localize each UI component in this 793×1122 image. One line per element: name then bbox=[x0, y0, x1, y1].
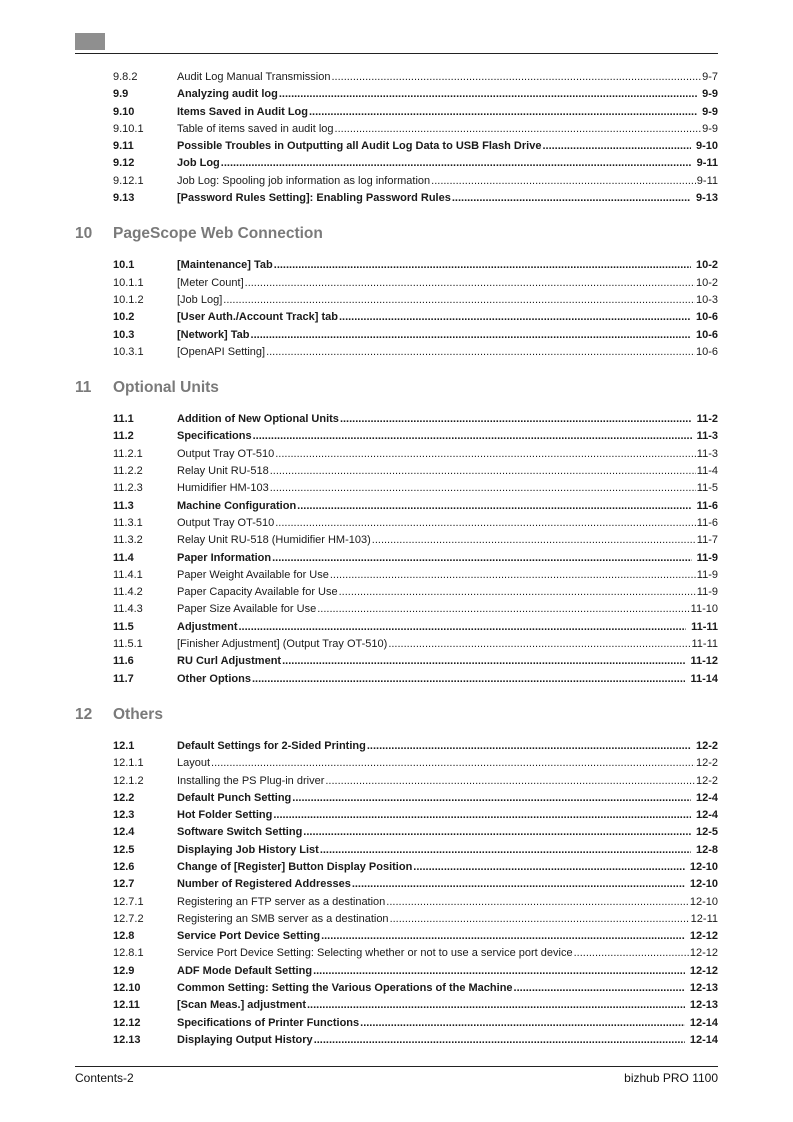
toc-entry-page: 11-3 bbox=[696, 447, 718, 460]
toc-entry-number: 12.1 bbox=[113, 739, 135, 752]
toc-entry-page: 9-9 bbox=[702, 122, 718, 135]
toc-entry-page: 10-2 bbox=[695, 276, 718, 289]
toc-entry-number: 11.6 bbox=[113, 655, 134, 668]
toc-entry[interactable] bbox=[113, 619, 718, 636]
toc-entry-title: Analyzing audit log bbox=[177, 88, 278, 101]
chapter-number: 11 bbox=[75, 379, 92, 397]
toc-entry-number: 12.3 bbox=[113, 809, 135, 822]
dot-leader bbox=[266, 344, 695, 361]
toc-entry[interactable] bbox=[113, 963, 718, 980]
dot-leader bbox=[309, 104, 697, 121]
dot-leader bbox=[292, 790, 691, 807]
toc-entry[interactable] bbox=[113, 842, 718, 859]
toc-entry-number: 9.12.1 bbox=[113, 174, 144, 187]
toc-entry-number: 9.9 bbox=[113, 88, 129, 101]
toc-entry[interactable] bbox=[113, 69, 718, 86]
toc-entry-title: Service Port Device Setting: Selecting whether or not to use a service port device bbox=[177, 947, 573, 960]
toc-entry-number: 12.1.2 bbox=[113, 774, 144, 787]
toc-entry-page: 12-11 bbox=[690, 912, 718, 925]
toc-entry[interactable] bbox=[113, 515, 718, 532]
dot-leader bbox=[223, 292, 695, 309]
toc-entry-page: 11-6 bbox=[696, 499, 718, 512]
toc-entry-title: Paper Information bbox=[177, 551, 272, 564]
toc-entry-title: Output Tray OT-510 bbox=[177, 447, 275, 460]
footer-page-label: Contents-2 bbox=[75, 1071, 134, 1085]
dot-leader bbox=[320, 842, 691, 859]
toc-entry-page: 12-13 bbox=[689, 999, 718, 1012]
dot-leader bbox=[275, 515, 696, 532]
toc-entry[interactable] bbox=[113, 121, 718, 138]
toc-entry-title: Job Log: Spooling job information as log information bbox=[177, 174, 431, 187]
toc-entry[interactable] bbox=[113, 463, 718, 480]
toc-entry-page: 12-4 bbox=[695, 791, 718, 804]
dot-leader bbox=[245, 275, 695, 292]
toc-entry-title: [Finisher Adjustment] (Output Tray OT-510) bbox=[177, 638, 388, 651]
toc-entry-page: 10-2 bbox=[695, 259, 718, 272]
toc-entry[interactable] bbox=[113, 584, 718, 601]
dot-leader bbox=[335, 121, 702, 138]
toc-entry[interactable] bbox=[113, 755, 718, 772]
toc-entry[interactable] bbox=[113, 738, 718, 755]
toc-entry[interactable] bbox=[113, 532, 718, 549]
toc-entry-title: Registering an SMB server as a destination bbox=[177, 912, 389, 925]
toc-entry[interactable] bbox=[113, 498, 718, 515]
toc-entry-page: 9-7 bbox=[702, 71, 718, 83]
dot-leader bbox=[325, 773, 695, 790]
toc-entry-page: 11-2 bbox=[696, 413, 718, 426]
toc-entry-page: 12-12 bbox=[689, 964, 718, 977]
toc-entry-page: 12-5 bbox=[695, 826, 718, 839]
chapter-title: Optional Units bbox=[113, 379, 219, 397]
dot-leader bbox=[282, 653, 685, 670]
toc-entry[interactable] bbox=[113, 257, 718, 274]
toc-entry-title: Hot Folder Setting bbox=[177, 809, 273, 822]
toc-entry-page: 11-3 bbox=[696, 430, 718, 443]
dot-leader bbox=[253, 428, 692, 445]
dot-leader bbox=[360, 1015, 685, 1032]
toc-entry-title: Service Port Device Setting bbox=[177, 930, 321, 943]
toc-entry[interactable] bbox=[113, 480, 718, 497]
chapter-heading bbox=[75, 706, 718, 736]
toc-entry-number: 11.5.1 bbox=[113, 638, 143, 651]
toc-entry-page: 10-3 bbox=[695, 293, 718, 306]
toc-entry-title: RU Curl Adjustment bbox=[177, 655, 282, 668]
toc-entry-title: [Scan Meas.] adjustment bbox=[177, 999, 306, 1012]
dot-leader bbox=[313, 963, 685, 980]
dot-leader bbox=[330, 567, 696, 584]
toc-entry-number: 10.2 bbox=[113, 311, 135, 324]
dot-leader bbox=[251, 327, 691, 344]
toc-entry-page: 12-2 bbox=[695, 739, 718, 752]
toc-entry-title: Displaying Job History List bbox=[177, 843, 319, 856]
toc-entry-title: Audit Log Manual Transmission bbox=[177, 71, 331, 83]
toc-entry[interactable] bbox=[113, 636, 718, 653]
toc-entry-title: Relay Unit RU-518 bbox=[177, 465, 269, 478]
toc-entry-page: 12-14 bbox=[689, 1033, 718, 1046]
toc-entry-title: [Network] Tab bbox=[177, 328, 250, 341]
toc-entry-number: 11.4.1 bbox=[113, 568, 143, 581]
toc-entry-page: 11-9 bbox=[696, 551, 718, 564]
toc-entry-number: 11.2 bbox=[113, 430, 134, 443]
dot-leader bbox=[273, 807, 691, 824]
footer-product-name: bizhub PRO 1100 bbox=[624, 1071, 718, 1085]
toc-entry-page: 9-9 bbox=[702, 105, 718, 118]
toc-entry-number: 11.5 bbox=[113, 620, 134, 633]
toc-entry-title: [Password Rules Setting]: Enabling Password Rules bbox=[177, 192, 451, 205]
toc-entry-number: 10.1.1 bbox=[113, 276, 144, 289]
chapter-heading bbox=[75, 379, 718, 409]
toc-entry-page: 9-13 bbox=[695, 192, 718, 205]
toc-entry-page: 11-9 bbox=[696, 586, 718, 599]
toc-entry[interactable] bbox=[113, 344, 718, 361]
toc-entry-title: Humidifier HM-103 bbox=[177, 482, 269, 495]
toc-entry-number: 9.12 bbox=[113, 157, 135, 170]
toc-entry[interactable] bbox=[113, 945, 718, 962]
toc-entry-page: 12-2 bbox=[695, 774, 718, 787]
dot-leader bbox=[270, 480, 696, 497]
dot-leader bbox=[279, 86, 697, 103]
toc-entry-page: 12-2 bbox=[695, 757, 718, 770]
toc-entry-title: Paper Weight Available for Use bbox=[177, 568, 329, 581]
dot-leader bbox=[413, 859, 685, 876]
toc-entry-title: Displaying Output History bbox=[177, 1033, 313, 1046]
dot-leader bbox=[297, 498, 691, 515]
toc-entry-title: [Maintenance] Tab bbox=[177, 259, 273, 272]
toc-entry-page: 11-11 bbox=[691, 620, 718, 633]
toc-entry-page: 12-8 bbox=[695, 843, 718, 856]
header-marker bbox=[75, 33, 105, 50]
toc-entry[interactable] bbox=[113, 138, 718, 155]
toc-entry-title: Items Saved in Audit Log bbox=[177, 105, 308, 118]
toc-entry-number: 11.1 bbox=[113, 413, 134, 426]
toc-entry-title: Registering an FTP server as a destination bbox=[177, 895, 386, 908]
toc-entry-title: [User Auth./Account Track] tab bbox=[177, 311, 338, 324]
toc-entry-title: [OpenAPI Setting] bbox=[177, 345, 266, 358]
dot-leader bbox=[388, 636, 690, 653]
toc-entry-title: ADF Mode Default Setting bbox=[177, 964, 313, 977]
toc-entry-number: 9.13 bbox=[113, 192, 135, 205]
toc-entry-page: 12-10 bbox=[689, 878, 718, 891]
toc-entry-page: 11-6 bbox=[696, 516, 718, 529]
dot-leader bbox=[317, 601, 689, 618]
toc-entry[interactable] bbox=[113, 671, 718, 688]
dot-leader bbox=[542, 138, 691, 155]
toc-entry-page: 9-10 bbox=[695, 140, 718, 153]
toc-entry-number: 10.3.1 bbox=[113, 345, 144, 358]
header-divider bbox=[75, 53, 718, 54]
toc-entry[interactable] bbox=[113, 894, 718, 911]
toc-entry-number: 10.1 bbox=[113, 259, 135, 272]
toc-entry[interactable] bbox=[113, 790, 718, 807]
dot-leader bbox=[221, 155, 692, 172]
toc-entry-title: Specifications of Printer Functions bbox=[177, 1016, 360, 1029]
toc-entry-title: Common Setting: Setting the Various Operations of the Machine bbox=[177, 982, 513, 995]
chapter-heading bbox=[75, 225, 718, 255]
toc-entry-title: Job Log bbox=[177, 157, 220, 170]
chapter-title: Others bbox=[113, 705, 163, 723]
toc-entry-page: 12-13 bbox=[689, 982, 718, 995]
table-of-contents bbox=[75, 69, 718, 1049]
toc-entry-page: 11-5 bbox=[696, 482, 718, 495]
dot-leader bbox=[390, 911, 690, 928]
toc-entry-number: 12.11 bbox=[113, 999, 140, 1012]
dot-leader bbox=[211, 755, 695, 772]
toc-entry-title: Paper Size Available for Use bbox=[177, 603, 317, 616]
toc-entry[interactable] bbox=[113, 292, 718, 309]
toc-entry-page: 11-9 bbox=[696, 568, 718, 581]
toc-entry-title: Number of Registered Addresses bbox=[177, 878, 351, 891]
toc-entry-number: 12.8.1 bbox=[113, 947, 144, 960]
toc-entry-page: 10-6 bbox=[695, 311, 718, 324]
dot-leader bbox=[252, 671, 686, 688]
dot-leader bbox=[386, 894, 689, 911]
toc-entry-title: Software Switch Setting bbox=[177, 826, 303, 839]
toc-entry-page: 12-10 bbox=[689, 860, 718, 873]
toc-entry-page: 12-14 bbox=[689, 1016, 718, 1029]
toc-entry[interactable] bbox=[113, 824, 718, 841]
toc-entry[interactable] bbox=[113, 155, 718, 172]
dot-leader bbox=[340, 411, 692, 428]
dot-leader bbox=[307, 997, 685, 1014]
dot-leader bbox=[452, 190, 691, 207]
toc-entry[interactable] bbox=[113, 550, 718, 567]
toc-entry-number: 12.9 bbox=[113, 964, 135, 977]
toc-entry-number: 10.3 bbox=[113, 328, 135, 341]
dot-leader bbox=[270, 463, 696, 480]
toc-entry-page: 11-12 bbox=[690, 655, 718, 668]
toc-entry-number: 11.4.3 bbox=[113, 603, 143, 616]
toc-entry-page: 12-12 bbox=[689, 947, 718, 960]
toc-entry-page: 11-14 bbox=[690, 672, 718, 685]
chapter-title: PageScope Web Connection bbox=[113, 225, 323, 243]
toc-entry-number: 12.8 bbox=[113, 930, 135, 943]
toc-entry[interactable] bbox=[113, 1032, 718, 1049]
toc-entry[interactable] bbox=[113, 807, 718, 824]
toc-entry-number: 12.2 bbox=[113, 791, 135, 804]
toc-entry-page: 10-6 bbox=[695, 345, 718, 358]
toc-entry-title: Default Settings for 2-Sided Printing bbox=[177, 739, 366, 752]
dot-leader bbox=[514, 980, 685, 997]
toc-entry[interactable] bbox=[113, 309, 718, 326]
dot-leader bbox=[339, 309, 691, 326]
toc-entry[interactable] bbox=[113, 428, 718, 445]
footer-divider bbox=[75, 1066, 718, 1067]
chapter-number: 10 bbox=[75, 225, 93, 243]
dot-leader bbox=[321, 928, 685, 945]
dot-leader bbox=[574, 945, 689, 962]
toc-entry-number: 9.10.1 bbox=[113, 122, 144, 135]
toc-entry-number: 11.7 bbox=[113, 672, 134, 685]
toc-entry-title: Default Punch Setting bbox=[177, 791, 292, 804]
toc-entry[interactable] bbox=[113, 997, 718, 1014]
toc-entry[interactable] bbox=[113, 86, 718, 103]
toc-entry-title: Other Options bbox=[177, 672, 251, 685]
toc-entry[interactable] bbox=[113, 980, 718, 997]
toc-entry[interactable] bbox=[113, 190, 718, 207]
dot-leader bbox=[431, 173, 696, 190]
toc-entry-title: Change of [Register] Button Display Position bbox=[177, 860, 413, 873]
toc-entry[interactable] bbox=[113, 173, 718, 190]
dot-leader bbox=[314, 1032, 685, 1049]
toc-entry-number: 11.3.1 bbox=[113, 516, 143, 529]
dot-leader bbox=[275, 446, 696, 463]
toc-entry-number: 12.5 bbox=[113, 843, 135, 856]
toc-entry-title: Layout bbox=[177, 757, 211, 770]
toc-entry-title: Table of items saved in audit log bbox=[177, 122, 334, 135]
toc-entry-number: 11.4.2 bbox=[113, 586, 143, 599]
dot-leader bbox=[274, 257, 691, 274]
toc-entry-number: 9.11 bbox=[113, 140, 134, 153]
toc-entry-title: Paper Capacity Available for Use bbox=[177, 586, 338, 599]
toc-entry-number: 12.7.1 bbox=[113, 895, 144, 908]
toc-entry-number: 12.1.1 bbox=[113, 757, 144, 770]
toc-entry-title: [Job Log] bbox=[177, 293, 223, 306]
toc-entry-title: [Meter Count] bbox=[177, 276, 244, 289]
toc-entry-number: 9.8.2 bbox=[113, 71, 138, 83]
toc-entry[interactable] bbox=[113, 601, 718, 618]
chapter-number: 12 bbox=[75, 705, 93, 723]
dot-leader bbox=[331, 69, 701, 86]
toc-entry-number: 11.2.2 bbox=[113, 465, 143, 478]
toc-entry-number: 11.3 bbox=[113, 499, 134, 512]
toc-entry-title: Addition of New Optional Units bbox=[177, 413, 339, 426]
toc-entry-title: Installing the PS Plug-in driver bbox=[177, 774, 325, 787]
dot-leader bbox=[372, 532, 696, 549]
toc-entry[interactable] bbox=[113, 411, 718, 428]
toc-entry-title: Output Tray OT-510 bbox=[177, 516, 275, 529]
toc-entry[interactable] bbox=[113, 446, 718, 463]
toc-entry[interactable] bbox=[113, 876, 718, 893]
toc-entry[interactable] bbox=[113, 104, 718, 121]
toc-entry-number: 12.7 bbox=[113, 878, 135, 891]
dot-leader bbox=[239, 619, 687, 636]
toc-entry-number: 12.13 bbox=[113, 1033, 141, 1046]
toc-entry-page: 9-11 bbox=[696, 174, 718, 187]
toc-entry-page: 11-4 bbox=[696, 465, 718, 478]
toc-entry-page: 12-4 bbox=[695, 809, 718, 822]
toc-entry-page: 12-12 bbox=[689, 930, 718, 943]
toc-entry-title: Machine Configuration bbox=[177, 499, 297, 512]
toc-entry[interactable] bbox=[113, 653, 718, 670]
toc-entry-page: 10-6 bbox=[695, 328, 718, 341]
toc-entry-number: 12.12 bbox=[113, 1016, 141, 1029]
toc-entry[interactable] bbox=[113, 911, 718, 928]
toc-entry[interactable] bbox=[113, 567, 718, 584]
toc-entry[interactable] bbox=[113, 859, 718, 876]
dot-leader bbox=[339, 584, 696, 601]
dot-leader bbox=[367, 738, 691, 755]
toc-entry-page: 11-7 bbox=[696, 534, 718, 547]
toc-entry-page: 9-9 bbox=[702, 88, 718, 101]
dot-leader bbox=[272, 550, 691, 567]
toc-entry-title: Possible Troubles in Outputting all Audit Log Data to USB Flash Drive bbox=[177, 140, 542, 153]
toc-entry-title: Relay Unit RU-518 (Humidifier HM-103) bbox=[177, 534, 371, 547]
toc-entry-number: 12.4 bbox=[113, 826, 135, 839]
toc-entry[interactable] bbox=[113, 1015, 718, 1032]
toc-entry-title: Adjustment bbox=[177, 620, 238, 633]
toc-entry-title: Specifications bbox=[177, 430, 252, 443]
toc-entry-page: 11-10 bbox=[690, 603, 718, 616]
toc-entry-page: 9-11 bbox=[696, 157, 718, 170]
toc-entry-number: 12.6 bbox=[113, 860, 135, 873]
toc-entry[interactable] bbox=[113, 327, 718, 344]
toc-entry-number: 12.10 bbox=[113, 982, 141, 995]
toc-entry[interactable] bbox=[113, 275, 718, 292]
toc-entry-page: 11-11 bbox=[691, 638, 718, 651]
toc-entry-number: 11.3.2 bbox=[113, 534, 143, 547]
toc-entry-number: 9.10 bbox=[113, 105, 135, 118]
dot-leader bbox=[352, 876, 685, 893]
toc-entry-number: 11.4 bbox=[113, 551, 134, 564]
toc-entry-number: 10.1.2 bbox=[113, 293, 144, 306]
toc-entry[interactable] bbox=[113, 928, 718, 945]
toc-entry-number: 11.2.3 bbox=[113, 482, 143, 495]
dot-leader bbox=[303, 824, 691, 841]
toc-entry-page: 12-10 bbox=[689, 895, 718, 908]
toc-entry-number: 11.2.1 bbox=[113, 447, 143, 460]
toc-entry[interactable] bbox=[113, 773, 718, 790]
toc-entry-number: 12.7.2 bbox=[113, 912, 144, 925]
